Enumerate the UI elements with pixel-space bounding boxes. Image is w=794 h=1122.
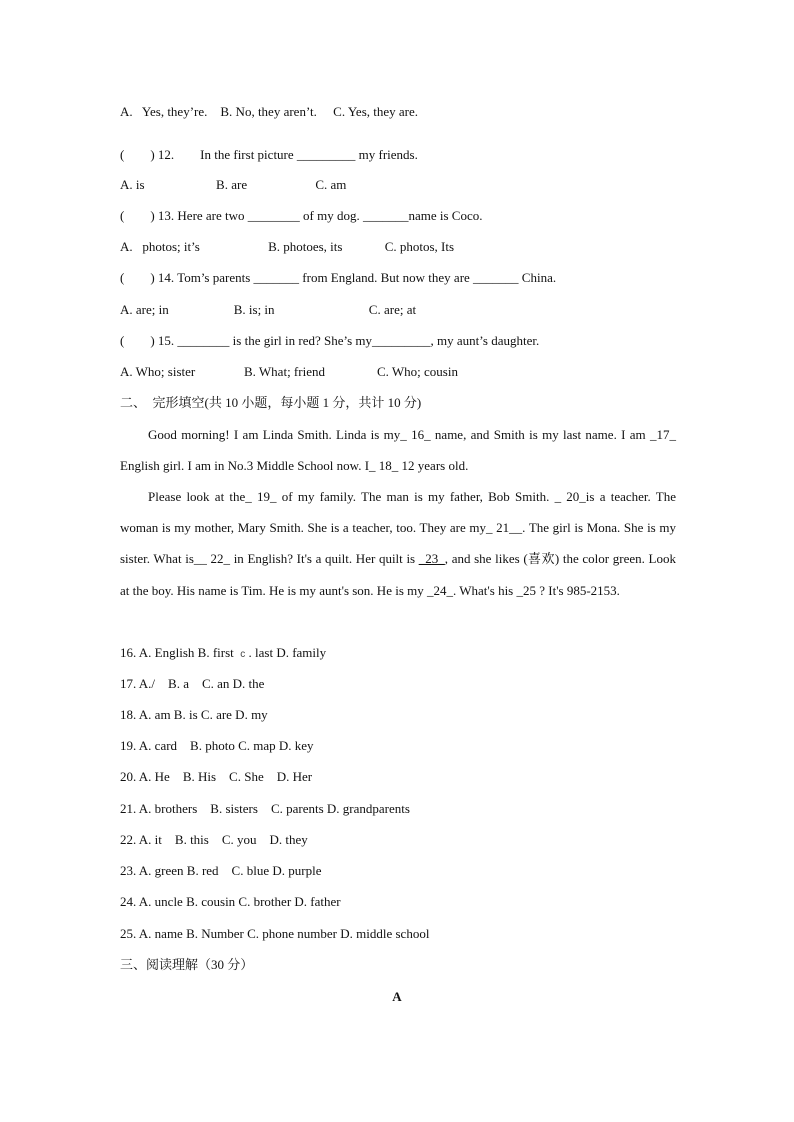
- choice-16-part-a: 16. A. English B. first: [120, 645, 241, 660]
- section2-heading: 二、 完形填空(共 10 小题，每小题 1 分，共计 10 分): [120, 395, 422, 410]
- q13-stem: ( ) 13. Here are two ________ of my dog. _______name is Coco.: [120, 208, 483, 223]
- passage-a-heading: A: [392, 989, 402, 1004]
- choice-24: 24. A. uncle B. cousin C. brother D. father: [120, 894, 341, 909]
- cloze-paragraph-2-part-a: Please look at the_ 19_ of my family. The man is my father, Bob Smith. _ 20_is a teacher. The woman is my mother, Mary Smith. She is a teacher, too. They are my_ 21__. The girl is Mona. She is my sister. What is__ 22_ in English? It's a quilt. Her quilt is: [120, 489, 676, 567]
- q14-options: A. are; in B. is; in C. are; at: [120, 302, 417, 317]
- cloze-paragraph-2-part-b: , and she likes (喜欢) the color green. Look at the boy. His name is Tim. He is my aunt's son. He is my _24_. What's his _25 ? It's 985-2153.: [120, 551, 677, 598]
- q14-stem: ( ) 14. Tom’s parents _______ from England. But now they are _______ China.: [120, 270, 557, 285]
- q15-stem: ( ) 15. ________ is the girl in red? She’s my_________, my aunt’s daughter.: [120, 333, 540, 348]
- choice-23: 23. A. green B. red C. blue D. purple: [120, 863, 322, 878]
- cloze-paragraph-2: [120, 481, 676, 606]
- blank-23: _23_: [418, 551, 445, 567]
- choice-16: [120, 645, 326, 663]
- choice-25: 25. A. name B. Number C. phone number D. middle school: [120, 926, 430, 941]
- cloze-paragraph-1: Good morning! I am Linda Smith. Linda is my_ 16_ name, and Smith is my last name. I am _17_ English girl. I am in No.3 Middle School now. I_ 18_ 12 years old.: [120, 427, 676, 474]
- section3-heading: 三、阅读理解（30 分）: [120, 957, 254, 972]
- choice-17: 17. A./ B. a C. an D. the: [120, 676, 265, 691]
- choice-19: 19. A. card B. photo C. map D. key: [120, 738, 314, 753]
- q12-options: A. is B. are C. am: [120, 177, 347, 192]
- choice-18: 18. A. am B. is C. are D. my: [120, 707, 268, 722]
- choice-16-part-b: . last D. family: [245, 645, 327, 660]
- q13-options: A. photos; it’s B. photoes, its C. photos, Its: [120, 239, 455, 254]
- q15-options: A. Who; sister B. What; friend C. Who; cousin: [120, 364, 458, 379]
- q11-options: A. Yes, they’re. B. No, they aren’t. C. Yes, they are.: [120, 104, 419, 119]
- choice-21: 21. A. brothers B. sisters C. parents D. grandparents: [120, 801, 410, 816]
- choice-20: 20. A. He B. His C. She D. Her: [120, 769, 313, 784]
- choice-16-mark: c: [240, 649, 246, 660]
- choice-22: 22. A. it B. this C. you D. they: [120, 832, 308, 847]
- q12-stem: ( ) 12. In the first picture _________ my friends.: [120, 147, 418, 162]
